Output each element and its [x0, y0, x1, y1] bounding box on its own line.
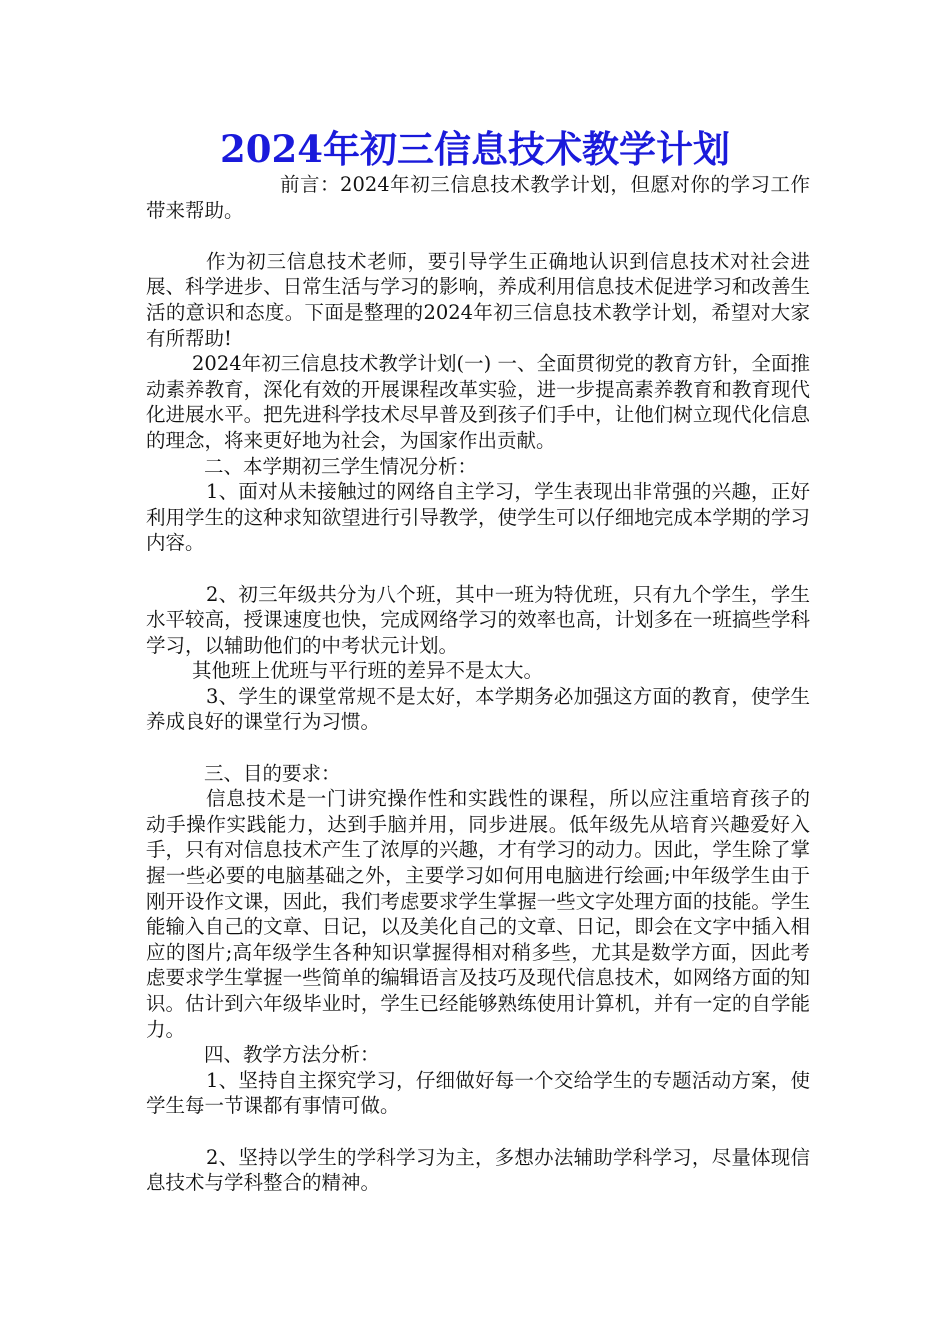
document-body: [146, 172, 810, 1196]
paragraph-spacer: [146, 735, 810, 761]
section-heading-methods: 四、教学方法分析：: [204, 1043, 380, 1067]
preface-paragraph: 前言：2024年初三信息技术教学计划，但愿对你的学习工作带来帮助。: [146, 173, 810, 222]
paragraph-spacer: [146, 556, 810, 582]
analysis-item-1: 1、面对从未接触过的网络自主学习，学生表现出非常强的兴趣，正好利用学生的这种求知欲望进行引导教学，使学生可以仔细地完成本学期的学习内容。: [146, 480, 810, 555]
plan-one-paragraph: 2024年初三信息技术教学计划(一) 一、全面贯彻党的教育方针，全面推动素养教育，深化有效的开展课程改革实验，进一步提高素养教育和教育现代化进展水平。把先进科学技术尽早普及到孩子们手中，让他们树立现代化信息的理念，将来更好地为社会，为国家作出贡献。: [146, 352, 810, 452]
analysis-item-2: 2、初三年级共分为八个班，其中一班为特优班，只有九个学生，学生水平较高，授课速度也快，完成网络学习的效率也高，计划多在一班搞些学科学习，以辅助他们的中考状元计划。: [146, 582, 810, 657]
document-title: 2024年初三信息技术教学计划: [220, 127, 730, 171]
section-heading-student-analysis: 二、本学期初三学生情况分析：: [204, 454, 478, 478]
intro-paragraph: 作为初三信息技术老师，要引导学生正确地认识到信息技术对社会进展、科学进步、日常生活与学习的影响，养成利用信息技术促进学习和改善生活的意识和态度。下面是整理的2024年初三信息技术教学计划，希望对大家有所帮助!: [146, 249, 810, 350]
analysis-note: 其他班上优班与平行班的差异不是太大。: [192, 659, 544, 683]
paragraph-spacer: [146, 223, 810, 249]
method-item-1: 1、坚持自主探究学习，仔细做好每一个交给学生的专题活动方案，使学生每一节课都有事情可做。: [146, 1068, 810, 1118]
paragraph-spacer: [146, 1119, 810, 1145]
analysis-item-3: 3、学生的课堂常规不是太好，本学期务必加强这方面的教育，使学生养成良好的课堂行为习惯。: [146, 684, 810, 734]
section-heading-goals: 三、目的要求：: [204, 761, 341, 785]
method-item-2: 2、坚持以学生的学科学习为主，多想办法辅助学科学习，尽量体现信息技术与学科整合的精神。: [146, 1145, 810, 1195]
goals-paragraph: 信息技术是一门讲究操作性和实践性的课程，所以应注重培育孩子的动手操作实践能力，达到手脑并用，同步进展。低年级先从培育兴趣爱好入手，只有对信息技术产生了浓厚的兴趣，才有学习的动力。因此，学生除了掌握一些必要的电脑基础之外，主要学习如何用电脑进行绘画;中年级学生由于刚开设作文课，因此，我们考虑要求学生掌握一些文字处理方面的技能。学生能输入自己的文章、日记，以及美化自己的文章、日记，即会在文字中插入相应的图片;高年级学生各种知识掌握得相对稍多些，尤其是数学方面，因此考虑要求学生掌握一些简单的编辑语言及技巧及现代信息技术，如网络方面的知识。估计到六年级毕业时，学生已经能够熟练使用计算机，并有一定的自学能力。: [146, 787, 810, 1041]
